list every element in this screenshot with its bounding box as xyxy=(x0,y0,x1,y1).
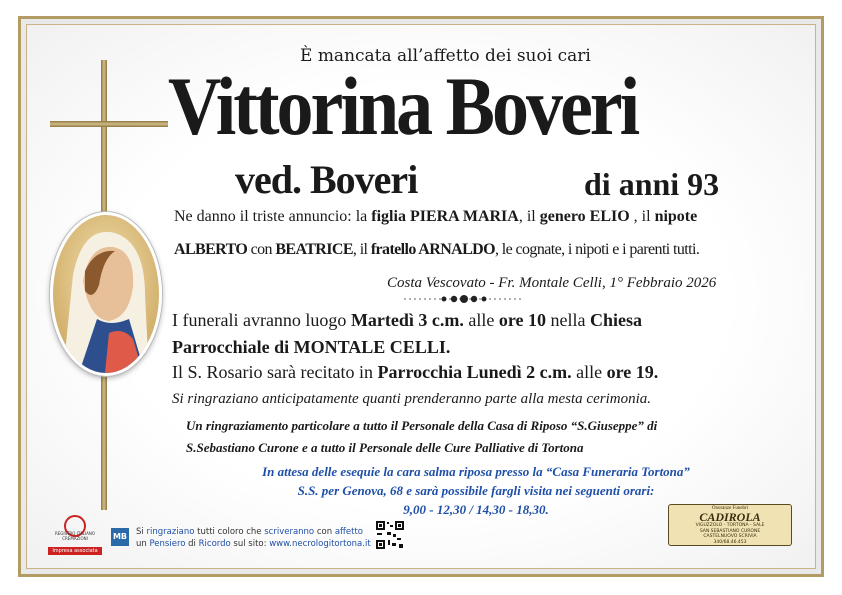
ann-text: , le cognate, i nipoti e i parenti tutti. xyxy=(494,241,700,258)
ornament-divider xyxy=(404,292,524,306)
ros-time: ore 19. xyxy=(606,362,659,382)
ann-son-in-law: genero ELIO xyxy=(539,208,630,225)
special-thanks-line-1: Un ringraziamento particolare a tutto il Personale della Casa di Riposo “S.Giuseppe” di xyxy=(186,418,658,433)
place-date: Costa Vescovato - Fr. Montale Celli, 1° Febbraio 2026 xyxy=(387,275,717,291)
foot-t: Si xyxy=(136,527,147,537)
ann-text: , il xyxy=(352,241,371,258)
foot-b: affetto xyxy=(334,527,363,537)
widow-of-text: ved. Boveri xyxy=(235,157,418,202)
visitation-line-2: S.S. per Genova, 68 e sarà possibile fargli visita nei seguenti orari: xyxy=(297,483,655,498)
cross-horizontal xyxy=(50,121,168,127)
age-text: di anni 93 xyxy=(584,166,720,202)
agency-name: CADIROLA xyxy=(699,510,761,524)
ann-text: , il xyxy=(518,208,540,225)
foot-b: scriveranno xyxy=(264,527,315,537)
fun-text: alle xyxy=(463,310,499,330)
ros-text: Il S. Rosario sarà recitato in xyxy=(172,362,378,382)
rosary-line xyxy=(172,362,658,383)
ann-alberto: ALBERTO xyxy=(174,241,248,258)
fun-text: nella xyxy=(546,310,591,330)
madonna-image xyxy=(53,215,159,373)
qr-code[interactable] xyxy=(375,520,405,550)
ros-date: Parrocchia Lunedì 2 c.m. xyxy=(377,362,572,382)
ann-arnaldo: ARNALDO xyxy=(418,241,495,258)
ann-grandchild: nipote xyxy=(654,208,698,225)
mb-logo-icon: MB xyxy=(111,528,129,546)
visitation-hours: 9,00 - 12,30 / 14,30 - 18,30. xyxy=(403,502,549,517)
ros-text: alle xyxy=(571,362,607,382)
special-thanks-line-2: S.Sebastiano Curone e a tutto il Personale delle Cure Palliative di Tortona xyxy=(186,440,584,455)
registry-logo-text: REGISTRO ITALIANO CREMAZIONI xyxy=(54,531,96,541)
foot-t: sul sito: xyxy=(230,539,270,549)
fun-text: I funerali avranno luogo xyxy=(172,310,351,330)
fun-church: Chiesa xyxy=(590,310,643,330)
agency-line-4: CASTELNUOVO SCRIVIA xyxy=(703,534,757,539)
fun-date: Martedì 3 c.m. xyxy=(350,310,464,330)
foot-t: con xyxy=(314,527,335,537)
fun-time: ore 10 xyxy=(498,310,547,330)
ann-text: Ne danno il triste annuncio: la xyxy=(174,208,372,225)
cremation-registry-logo xyxy=(46,515,104,557)
agency-line-2: VIGUZZOLO - TORTONA - SALE xyxy=(695,523,765,528)
funeral-line-2: Parrocchiale di MONTALE CELLI. xyxy=(172,337,451,357)
announcement-line-2 xyxy=(174,241,699,259)
footer-line-2 xyxy=(136,538,371,550)
registry-tag: Impresa associata xyxy=(48,547,102,555)
funeral-agency-logo xyxy=(668,504,792,546)
agency-phone: 340/68.46.453 xyxy=(713,539,747,545)
website-link[interactable]: www.necrologitortona.it xyxy=(269,539,371,549)
visitation-line-1: In attesa delle esequie la cara salma riposa presso la “Casa Funeraria Tortona” xyxy=(262,464,690,479)
funeral-line-1 xyxy=(172,310,642,331)
foot-t: un xyxy=(136,539,150,549)
foot-t: tutti coloro che xyxy=(194,527,265,537)
footer-text xyxy=(136,526,371,550)
foot-b: Pensiero xyxy=(149,539,186,549)
madonna-portrait xyxy=(50,212,162,376)
deceased-name: Vittorina Boveri xyxy=(168,61,638,153)
ann-text: con xyxy=(247,241,276,258)
agency-line-1: Onoranze Funebri xyxy=(711,506,749,511)
ann-beatrice: BEATRICE xyxy=(275,241,353,258)
ann-daughter: figlia PIERA MARIA xyxy=(371,208,519,225)
intro-text: È mancata all’affetto dei suoi cari xyxy=(300,46,591,66)
ann-text: , il xyxy=(629,208,655,225)
thanks-line: Si ringraziano anticipatamente quanti prenderanno parte alla mesta cerimonia. xyxy=(172,391,651,407)
agency-line-3: SAN SEBASTIANO CURONE xyxy=(699,528,761,534)
foot-t: di xyxy=(185,539,199,549)
foot-b: ringraziano xyxy=(146,527,195,537)
announcement-line-1 xyxy=(174,208,697,226)
ann-brother: fratello xyxy=(370,241,419,258)
foot-b: Ricordo xyxy=(198,539,231,549)
footer-line-1 xyxy=(136,526,371,538)
